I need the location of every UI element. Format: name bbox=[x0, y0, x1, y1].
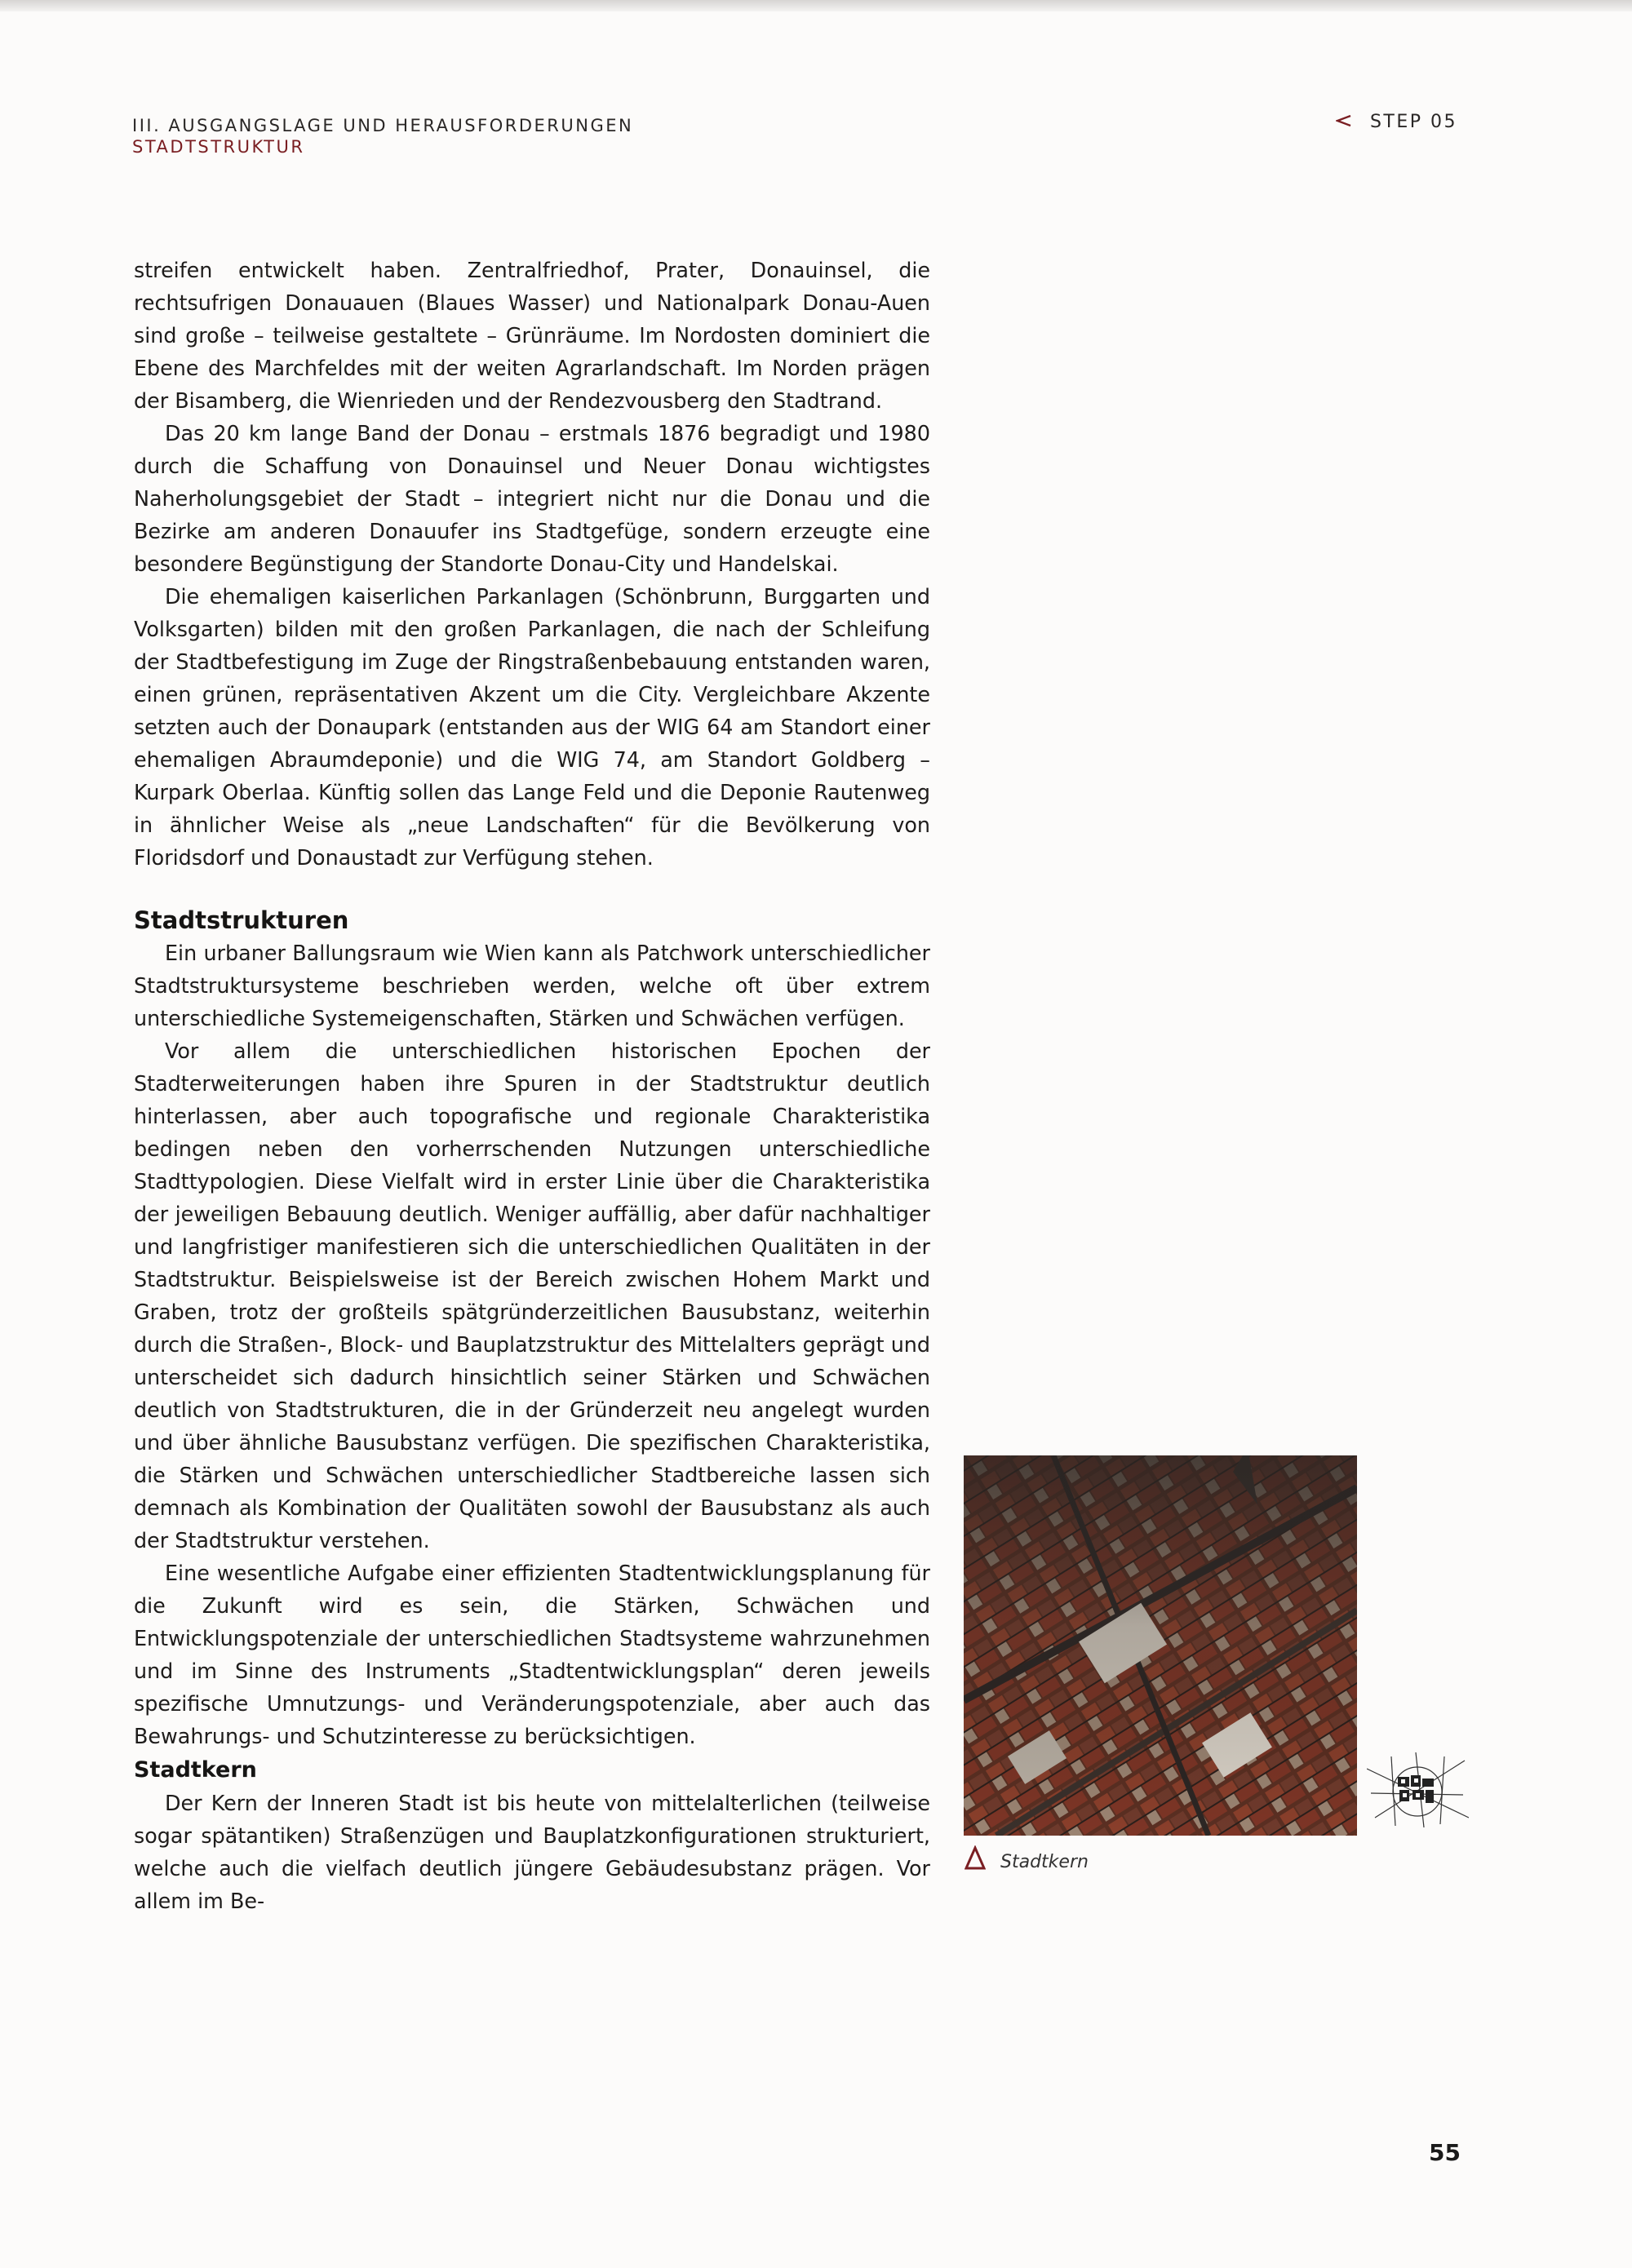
paragraph: streifen entwickelt haben. Zentralfriedhof, Prater, Donauinsel, die rechtsufrigen Donauauen (Blaues Wasser) und Nationalpark Donau-Auen sind große – teilweise gestaltete – Grünräume. Im Nordosten dominiert die Ebene des Marchfeldes mit der weiten Agrarlandschaft. Im Norden prägen der Bisamberg, die Wienrieden und der Rendezvousberg den Stadtrand. bbox=[134, 258, 930, 413]
section-stadtstrukturen bbox=[134, 904, 930, 1752]
intro-text bbox=[134, 254, 930, 874]
subsection-title: STADTSTRUKTUR bbox=[132, 137, 305, 157]
paragraph: Ein urbaner Ballungsraum wie Wien kann als Patchwork unterschiedlicher Stadtstruktursysteme beschrieben werden, welche oft über extrem unterschiedliche Systemeigenschaften, Stärken und Schwächen verfügen. bbox=[134, 941, 930, 1030]
aerial-photo bbox=[964, 1455, 1357, 1836]
paragraph: Das 20 km lange Band der Donau – erstmals 1876 begradigt und 1980 durch die Schaffung von Donauinsel und Neuer Donau wichtigstes Naherholungsgebiet der Stadt – integriert nicht nur die Donau und die Bezirke am anderen Donauufer ins Stadtgefüge, sondern erzeugte eine besondere Begünstigung der Standorte Donau-City und Handelskai. bbox=[134, 421, 930, 576]
section-title: III. AUSGANGSLAGE UND HERAUSFORDERUNGEN bbox=[132, 116, 634, 135]
section-stadtkern bbox=[134, 1754, 930, 1917]
section-heading: Stadtstrukturen bbox=[134, 906, 349, 934]
paragraph: Die ehemaligen kaiserlichen Parkanlagen (Schönbrunn, Burggarten und Volksgarten) bilden mit den großen Parkanlagen, die nach der Schleifung der Stadtbefestigung im Zuge der Ringstraßenbebauung entstanden waren, einen grünen, repräsentativen Akzent um die City. Vergleichbare Akzente setzten auch der Donaupark (entstanden aus der WIG 64 am Standort einer ehemaligen Abraumdeponie) und die WIG 74, am Standort Goldberg – Kurpark Oberlaa. Künftig sollen das Lange Feld und die Deponie Rautenweg in ähnlicher Weise als „neue Landschaften“ für die Bevölkerung von Floridsdorf und Donaustadt zur Verfügung stehen. bbox=[134, 584, 930, 870]
paragraph: Eine wesentliche Aufgabe einer effizienten Stadtentwicklungsplanung für die Zukunft wird es sein, die Stärken, Schwächen und Entwicklungspotenziale der unterschiedlichen Stadtsysteme wahrzunehmen und im Sinne des Instruments „Stadtentwicklungsplan“ deren jeweils spezifische Umnutzungs- und Veränderungspotenziale, aber auch das Bewahrungs- und Schutzinteresse zu berücksichtigen. bbox=[134, 1561, 930, 1748]
running-header bbox=[132, 115, 633, 157]
triangle-outline-icon bbox=[965, 1845, 986, 1873]
scan-edge bbox=[0, 0, 1632, 11]
stadtkern-location-map-icon bbox=[1367, 1752, 1469, 1827]
figure-caption bbox=[965, 1845, 1089, 1873]
step-label: STEP 05 bbox=[1369, 112, 1457, 132]
paragraph: Der Kern der Inneren Stadt ist bis heute von mittelalterlichen (teilweise sogar spätantiken) Straßenzügen und Bauplatzkonfigurationen strukturiert, welche auch die vielfach deutlich jüngere Gebäudesubstanz prägen. Vor allem im Be- bbox=[134, 1791, 930, 1913]
caption-text: Stadtkern bbox=[1000, 1852, 1089, 1872]
page-number: 55 bbox=[1429, 2139, 1461, 2166]
step-indicator bbox=[1336, 112, 1457, 132]
paragraph: Vor allem die unterschiedlichen historischen Epochen der Stadterweiterungen haben ihre Spuren in der Stadtstruktur deutlich hinterlassen, aber auch topografische und regionale Charakteristika bedingen neben den vorherrschenden Nutzungen unterschiedliche Stadttypologien. Diese Vielfalt wird in erster Linie über die Charakteristika der jeweiligen Bebauung deutlich. Weniger auffällig, aber dafür nachhaltiger und langfristiger manifestieren sich die unterschiedlichen Qualitäten in der Stadtstruktur. Beispielsweise ist der Bereich zwischen Hohem Markt und Graben, trotz der großteils spätgründerzeitlichen Bausubstanz, weiterhin durch die Straßen-, Block- und Bauplatzstruktur des Mittelalters geprägt und unterscheidet sich dadurch hinsichtlich seiner Stärken und Schwächen deutlich von Stadtstrukturen, die in der Gründerzeit neu angelegt wurden und über ähnliche Bausubstanz verfügen. Die spezifischen Charakteristika, die Stärken und Schwächen unterschiedlicher Stadtbereiche lassen sich demnach als Kombination der Qualitäten sowohl der Bausubstanz als auch der Stadtstruktur verstehen. bbox=[134, 1039, 930, 1553]
left-triangle-icon bbox=[1336, 112, 1352, 132]
section-heading: Stadtkern bbox=[134, 1757, 257, 1783]
